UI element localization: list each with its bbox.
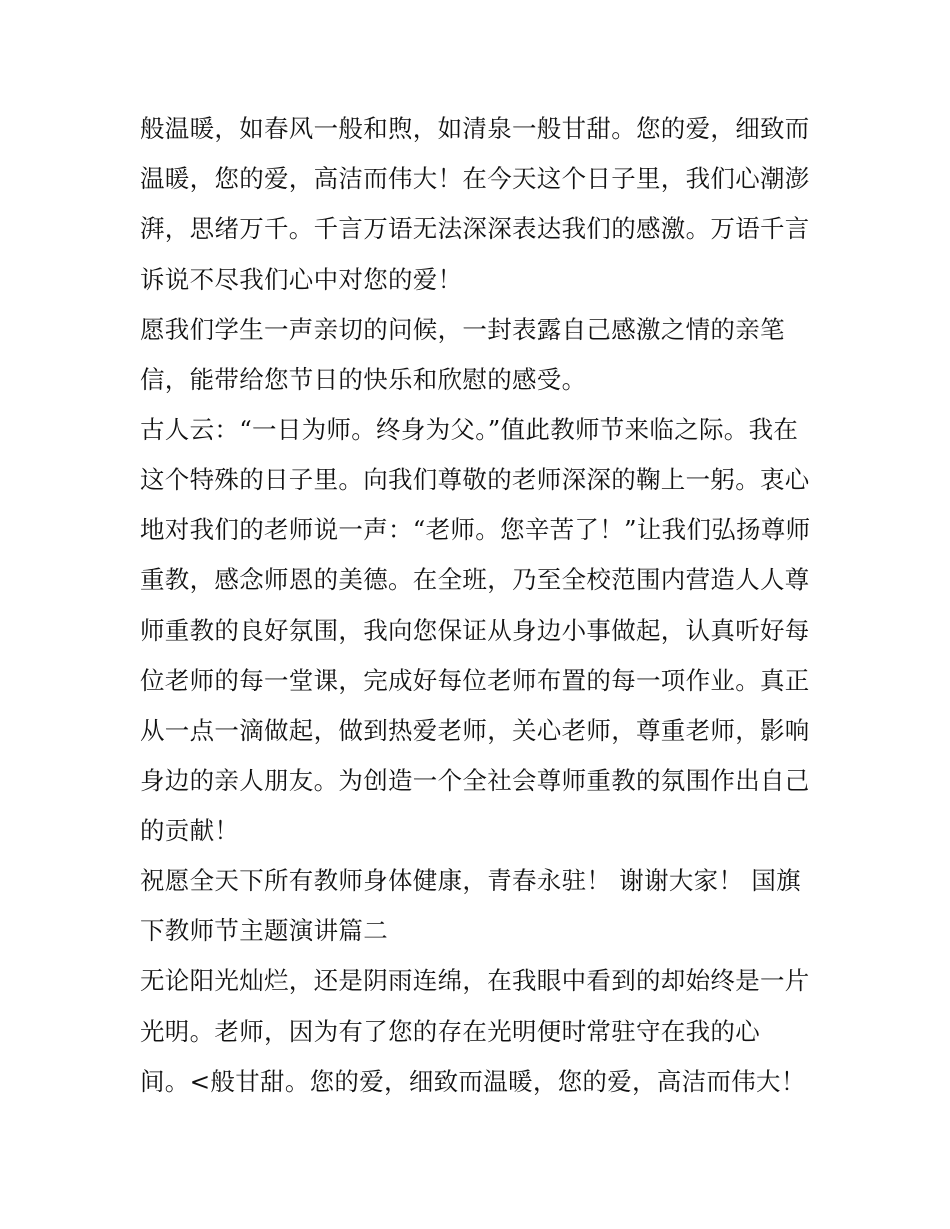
- text-line: 重教，感念师恩的美德。在全班，乃至全校范围内营造人人尊: [140, 565, 810, 594]
- text-line: 身边的亲人朋友。为创造一个全社会尊师重教的氛围作出自己: [140, 766, 810, 795]
- text-line: 无论阳光灿烂，还是阴雨连绵，在我眼中看到的却始终是一片: [140, 966, 810, 995]
- text-line: 地对我们的老师说一声：“老师。您辛苦了！”让我们弘扬尊师: [140, 515, 811, 544]
- text-line: 从一点一滴做起，做到热爱老师，关心老师，尊重老师，影响: [140, 716, 810, 745]
- section-heading: 下教师节主题演讲篇二: [140, 916, 388, 945]
- text-line: 祝愿全天下所有教师身体健康，青春永驻！ 谢谢大家！ 国旗: [140, 866, 801, 895]
- text-line: 古人云：“一日为师。终身为父。”值此教师节来临之际。我在: [140, 415, 799, 444]
- text-line: 温暖，您的爱，高洁而伟大！在今天这个日子里，我们心潮澎: [140, 164, 810, 193]
- text-line: 光明。老师，因为有了您的存在光明便时常驻守在我的心: [140, 1017, 760, 1046]
- text-line: 间。<般甘甜。您的爱，细致而温暖，您的爱，高洁而伟大！: [140, 1067, 806, 1096]
- text-line: 这个特殊的日子里。向我们尊敬的老师深深的鞠上一躬。衷心: [140, 465, 810, 494]
- text-line: 愿我们学生一声亲切的问候，一封表露自己感激之情的亲笔: [140, 315, 785, 344]
- text-line: 师重教的良好氛围，我向您保证从身边小事做起，认真听好每: [140, 616, 810, 645]
- text-line: 般温暖，如春风一般和煦，如清泉一般甘甜。您的爱，细致而: [140, 114, 810, 143]
- text-line: 的贡献！: [140, 816, 240, 845]
- text-line: 湃，思绪万千。千言万语无法深深表达我们的感激。万语千言: [140, 214, 810, 243]
- text-line: 位老师的每一堂课，完成好每位老师布置的每一项作业。真正: [140, 666, 810, 695]
- text-line: 诉说不尽我们心中对您的爱！: [140, 265, 463, 294]
- text-line: 信，能带给您节日的快乐和欣慰的感受。: [140, 365, 587, 394]
